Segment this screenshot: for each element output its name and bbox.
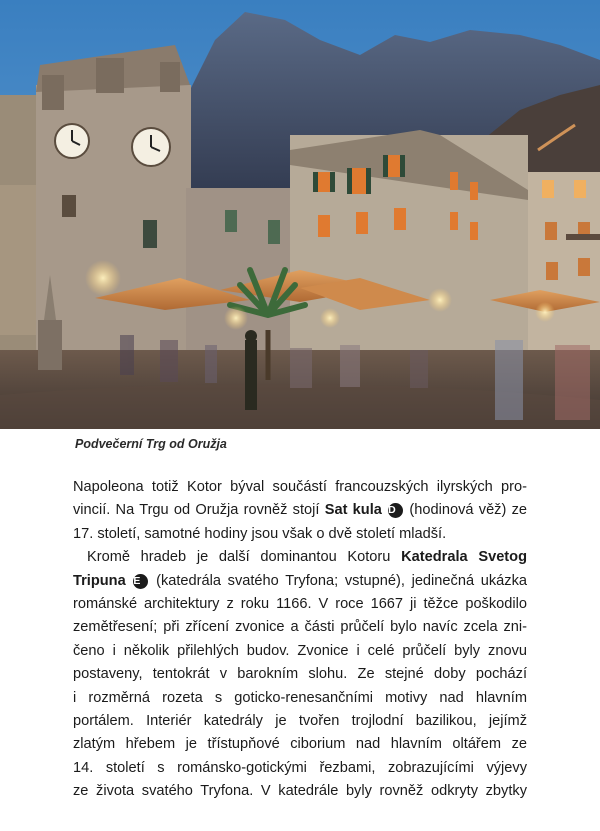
text-line (73, 733, 527, 756)
text-run: zlatým hřebem je třístupňové ciborium nad hlavním oltářem ze (73, 736, 527, 753)
text-run: postaveny, tentokrát v barokním slohu. Ze stejné doby pochází (73, 666, 527, 683)
map-marker-badge: E (133, 574, 148, 589)
text-run: i rozměrná rozeta s goticko-renesančními motivy nad hlavním (73, 689, 527, 706)
text-line (73, 687, 527, 710)
sat-kula-name: Sat kula (324, 502, 382, 519)
text-line (73, 757, 527, 780)
text-line (73, 640, 527, 663)
text-line (73, 593, 527, 616)
photo-caption: Podvečerní Trg od Oružja (75, 437, 227, 451)
text-line (73, 663, 527, 686)
text-run: čeno i několik přilehlých budov. Zvonice i celé průčelí byly znovu (73, 642, 527, 659)
text-run: 17. století, samotné hodiny jsou však o dvě století mladší. (73, 525, 447, 542)
text-run: zemětřesení; při zřícení zvonice a části průčelí bylo navíc zcela zni- (73, 619, 527, 636)
text-line (73, 499, 527, 522)
body-text (73, 476, 527, 804)
text-run: ze života svatého Tryfona. V katedrále byly rovněž odkryty zbytky (73, 783, 527, 800)
text-run: Napoleona totiž Kotor býval součástí francouzských ilyrských pro- (73, 479, 527, 495)
text-run: (katedrála svatého Tryfona; vstupné), jedinečná ukázka (156, 572, 527, 589)
text-run: vincií. Na Trgu od Oružja rovněž stojí (73, 502, 320, 519)
text-line (73, 523, 527, 546)
cathedral-name: Katedrala Svetog (401, 549, 527, 566)
text-line (73, 476, 527, 499)
cathedral-name-cont: Tripuna (73, 572, 126, 589)
text-run: portálem. Interiér katedrály je tvořen trojlodní bazilikou, jejímž (73, 713, 527, 730)
text-line (73, 710, 527, 733)
text-run: 14. století s románsko-gotickými řezbami, zobrazujícími výjevy (73, 759, 527, 776)
text-line (73, 780, 527, 803)
map-marker-badge: D (388, 503, 403, 518)
text-run: (hodinová věž) ze (409, 502, 528, 519)
text-line (73, 546, 527, 569)
text-run: románské architektury z roku 1166. V roce 1667 ji těžce poškodilo (73, 596, 527, 613)
text-line (73, 616, 527, 639)
text-run: Kromě hradeb je další dominantou Kotoru (87, 549, 391, 566)
text-line (73, 570, 527, 593)
